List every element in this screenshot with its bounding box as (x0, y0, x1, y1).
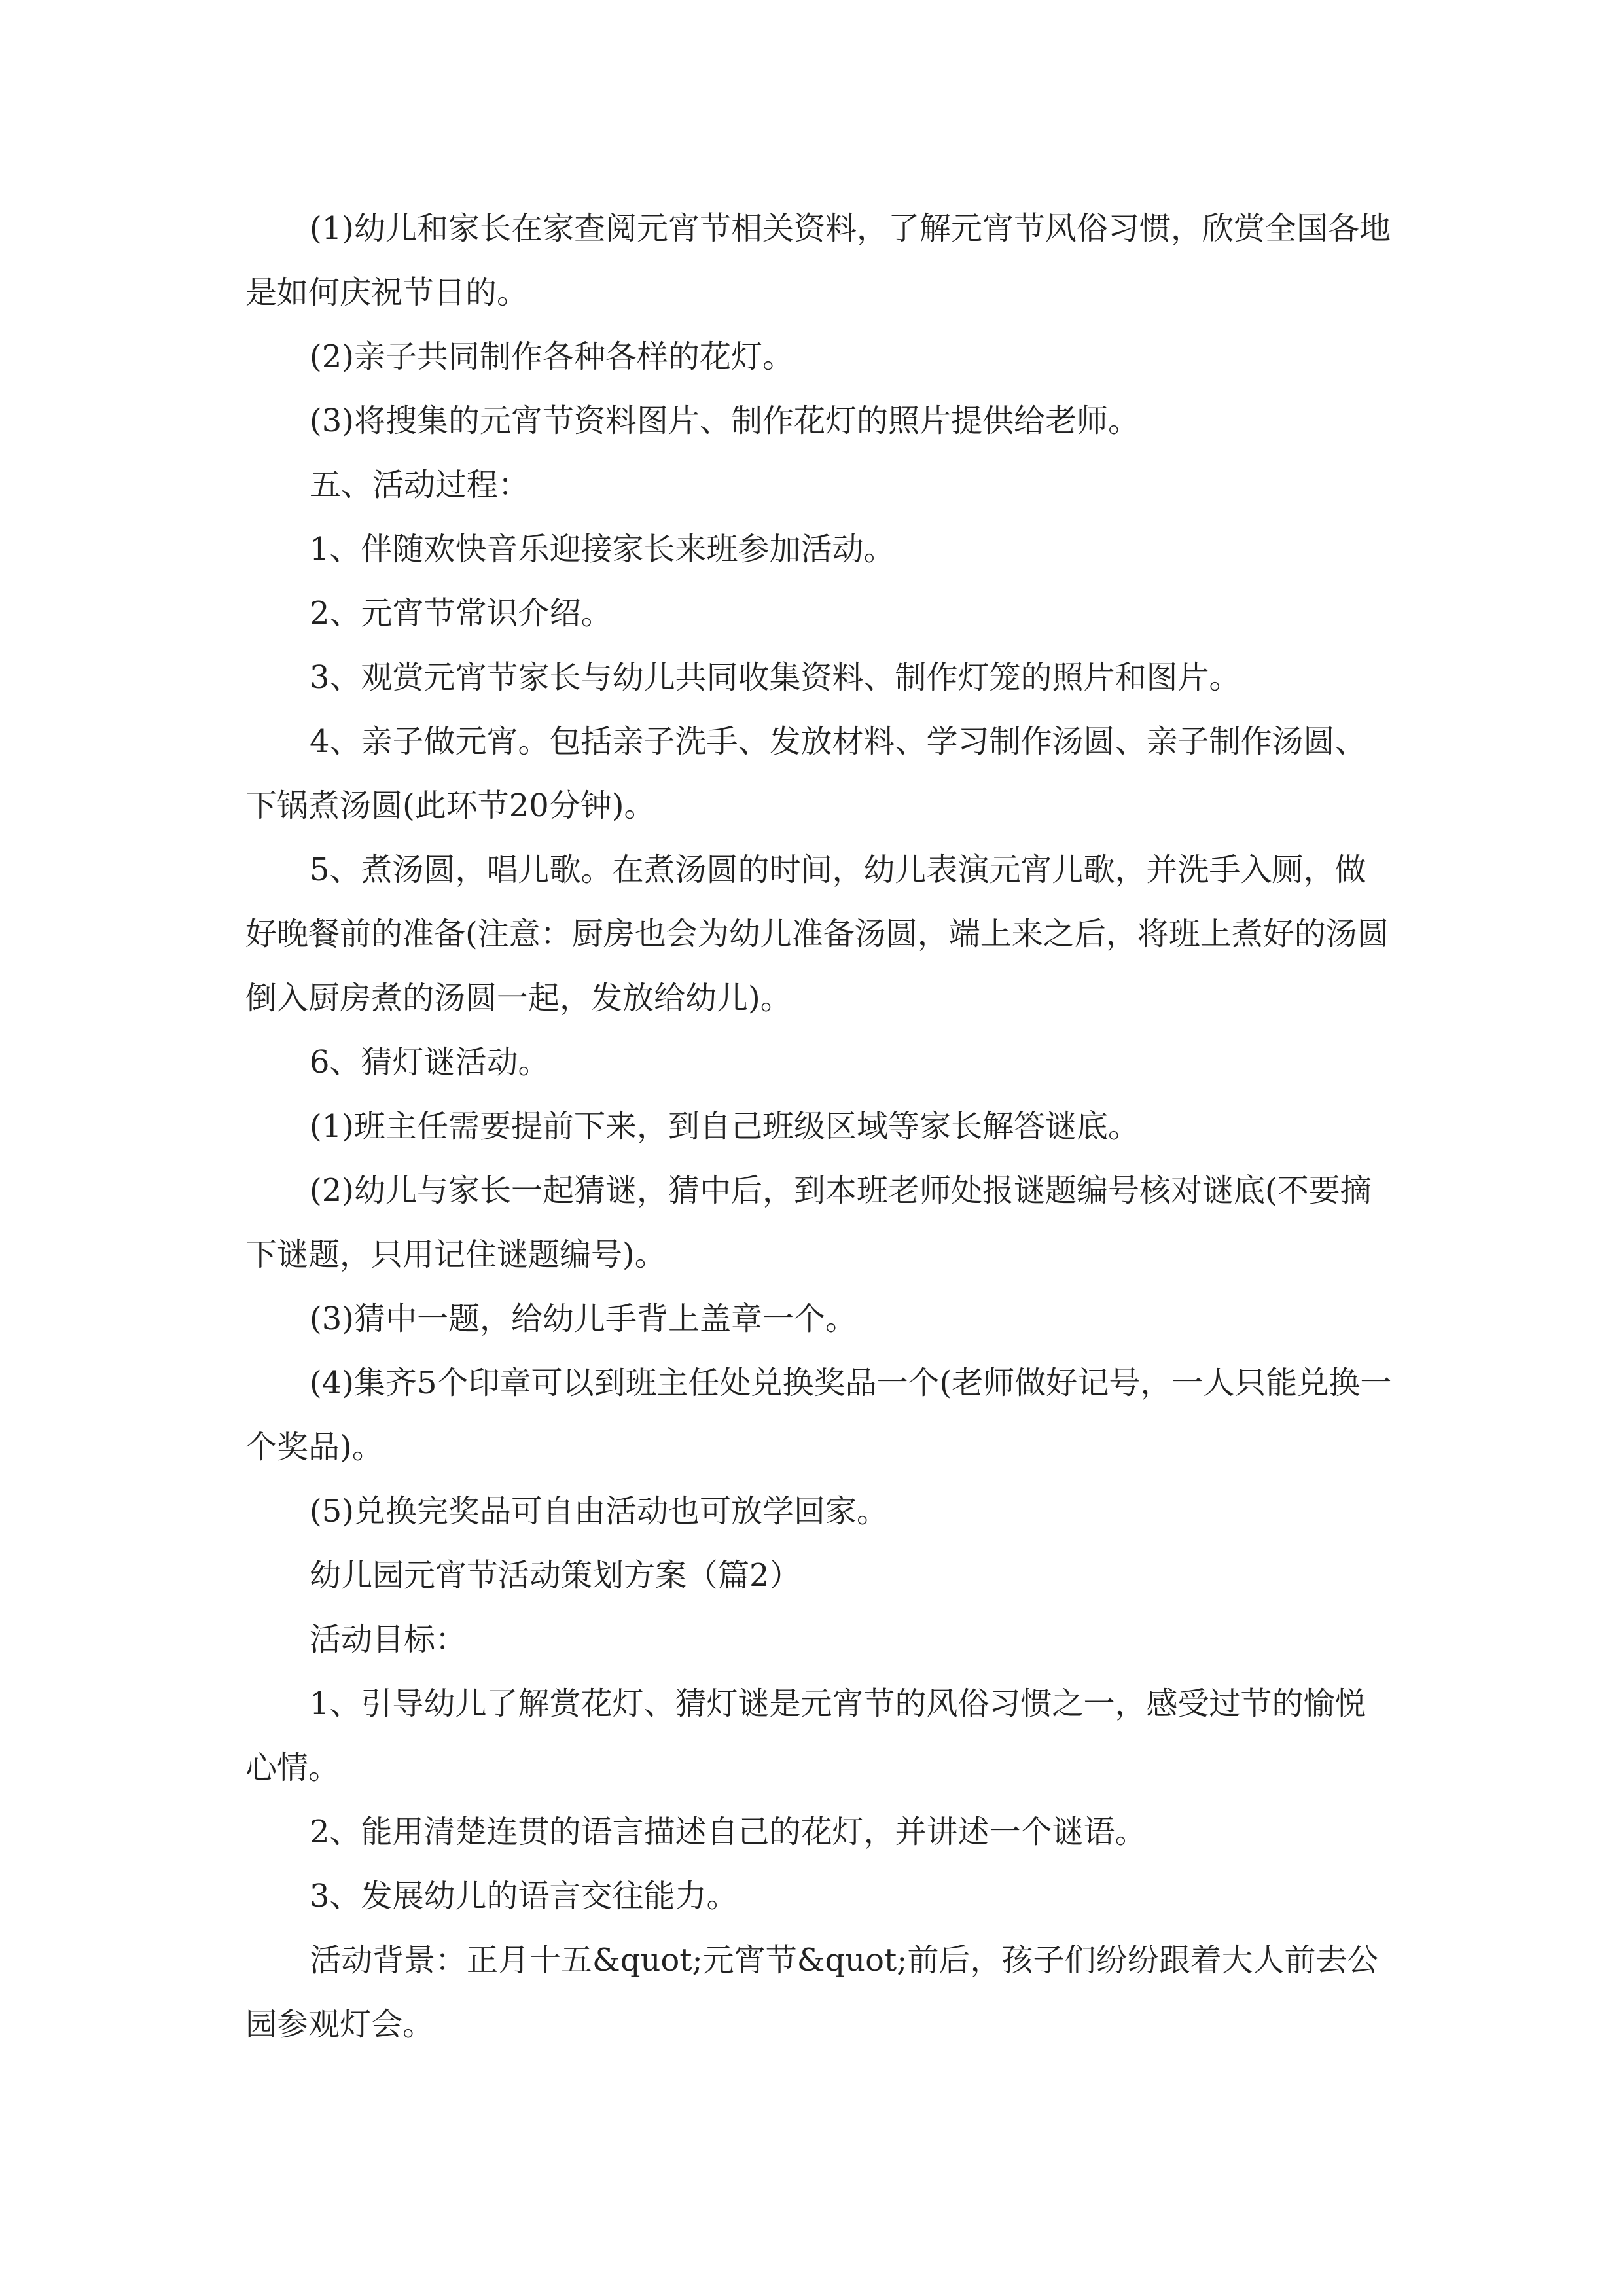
paragraph: (3)猜中一题，给幼儿手背上盖章一个。 (310, 1300, 857, 1337)
paragraph: (2)幼儿与家长一起猜谜，猜中后，到本班老师处报谜题编号核对谜底(不要摘下谜题，只用记住谜题编号)。 (245, 1172, 1372, 1273)
paragraph: 2、能用清楚连贯的语言描述自己的花灯，并讲述一个谜语。 (310, 1814, 1147, 1850)
paragraph: (5)兑换完奖品可自由活动也可放学回家。 (310, 1493, 888, 1530)
paragraph: 活动背景：正月十五&quot;元宵节&quot;前后，孩子们纷纷跟着大人前去公园参观灯会。 (245, 1942, 1379, 2043)
paragraph: (1)幼儿和家长在家查阅元宵节相关资料，了解元宵节风俗习惯，欣赏全国各地是如何庆祝节日的。 (245, 210, 1391, 311)
section-heading: 五、活动过程： (310, 467, 530, 503)
paragraph: 5、煮汤圆，唱儿歌。在煮汤圆的时间，幼儿表演元宵儿歌，并洗手入厕，做好晚餐前的准备(注意：厨房也会为幼儿准备汤圆，端上来之后，将班上煮好的汤圆倒入厨房煮的汤圆一起，发放给幼儿)。 (245, 852, 1389, 1016)
paragraph: 3、观赏元宵节家长与幼儿共同收集资料、制作灯笼的照片和图片。 (310, 659, 1241, 696)
paragraph: 3、发展幼儿的语言交往能力。 (310, 1878, 738, 1914)
paragraph: 4、亲子做元宵。包括亲子洗手、发放材料、学习制作汤圆、亲子制作汤圆、下锅煮汤圆(此环节20分钟)。 (245, 723, 1366, 824)
section-title: 幼儿园元宵节活动策划方案（篇2） (310, 1557, 801, 1594)
paragraph: (1)班主任需要提前下来，到自己班级区域等家长解答谜底。 (310, 1108, 1139, 1145)
paragraph: 2、元宵节常识介绍。 (310, 595, 613, 632)
paragraph: (2)亲子共同制作各种各样的花灯。 (310, 338, 794, 375)
paragraph: 1、伴随欢快音乐迎接家长来班参加活动。 (310, 531, 895, 567)
paragraph: (4)集齐5个印章可以到班主任处兑换奖品一个(老师做好记号，一人只能兑换一个奖品)。 (245, 1365, 1392, 1465)
paragraph: 6、猜灯谜活动。 (310, 1044, 550, 1081)
paragraph: 1、引导幼儿了解赏花灯、猜灯谜是元宵节的风俗习惯之一，感受过节的愉悦心情。 (245, 1685, 1366, 1786)
section-heading: 活动目标： (310, 1621, 467, 1658)
document-body (245, 196, 1397, 2056)
paragraph: (3)将搜集的元宵节资料图片、制作花灯的照片提供给老师。 (310, 403, 1139, 439)
